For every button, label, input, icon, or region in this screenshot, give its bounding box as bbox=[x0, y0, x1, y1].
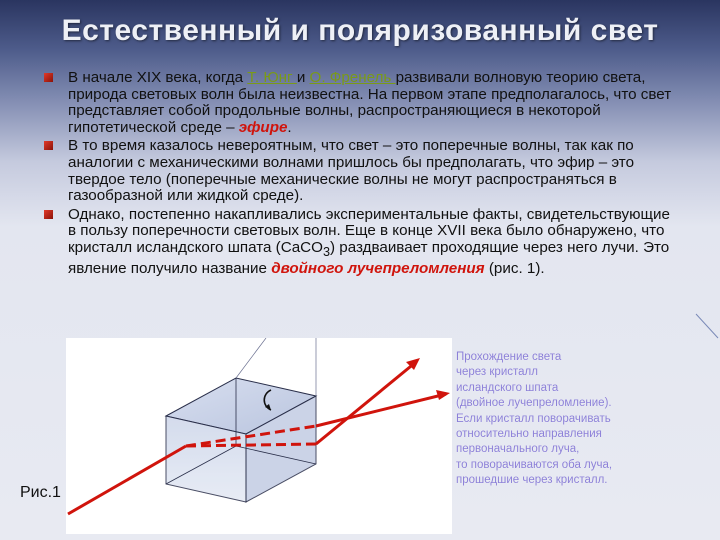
bullet-1-text-a: В начале XIX века, когда bbox=[68, 69, 248, 86]
young-link[interactable]: Т. Юнг bbox=[247, 69, 297, 86]
caption-line: через кристалл bbox=[456, 366, 538, 379]
caption-line: Если кристалл поворачивать bbox=[456, 412, 611, 425]
caption-line: первоначального луча, bbox=[456, 443, 580, 456]
bullet-1-text-d: . bbox=[287, 118, 292, 136]
bullet-3-text-b: ) раздваивает проходящие через него лучи. Это явление получило название bbox=[68, 238, 670, 277]
crystal-diagram bbox=[66, 338, 452, 534]
caption-line: прошедшие через кристалл. bbox=[456, 474, 608, 487]
bullet-list bbox=[44, 70, 674, 277]
extraordinary-ray bbox=[186, 444, 316, 446]
crystal-figure bbox=[66, 338, 452, 534]
ether-term: эфире bbox=[238, 118, 288, 136]
bullet-3-text-a: Однако, постепенно накапливались экспериментальные факты, свидетельствующие в пользу поперечности световых волн. Еще в конце XVII века было обнаружено, что кристалл исландского шпата (CaCO bbox=[68, 205, 670, 256]
slide-title: Естественный и поляризованный свет bbox=[61, 14, 659, 47]
decorative-line bbox=[694, 310, 720, 370]
caption-line: (двойное лучепреломление). bbox=[456, 397, 612, 410]
bullet-1 bbox=[44, 70, 674, 136]
bullet-2-text: В то время казалось невероятным, что свет – это поперечные волны, так как по аналогии с механическими волнами пришлось бы предполагать, что эфир – это твердое тело (поперечные механические волны не могут распространяться в газообразной или жидкой среде). bbox=[68, 137, 635, 205]
figure-caption bbox=[456, 350, 720, 489]
bullet-1-text-c: развивали волновую теорию света, природа световых волн была неизвестна. На первом этапе предполагалось, что свет представляет собой продольные волны, распространяющиеся в некоторой гипотетической среде – bbox=[68, 69, 672, 136]
bullet-marker-icon bbox=[44, 73, 53, 82]
birefringence-term: двойного лучепреломления bbox=[271, 259, 485, 277]
caption-line: относительно направления bbox=[456, 428, 602, 441]
bullet-marker-icon bbox=[44, 141, 53, 150]
fresnel-link[interactable]: О. Френель bbox=[309, 69, 396, 86]
subscript-3: 3 bbox=[322, 244, 330, 259]
ordinary-ray-arrowhead-icon bbox=[436, 390, 450, 400]
figure-label: Рис.1 bbox=[20, 484, 61, 501]
bullet-marker-icon bbox=[44, 210, 53, 219]
bullet-3 bbox=[44, 207, 674, 277]
caption-line: Прохождение света bbox=[456, 351, 562, 363]
bullet-1-text-b: и bbox=[296, 69, 310, 86]
bullet-2 bbox=[44, 138, 674, 204]
bullet-3-text-c: (рис. 1). bbox=[484, 259, 545, 277]
caption-line: исландского шпата bbox=[456, 381, 559, 394]
caption-line: то поворачиваются оба луча, bbox=[456, 458, 613, 471]
